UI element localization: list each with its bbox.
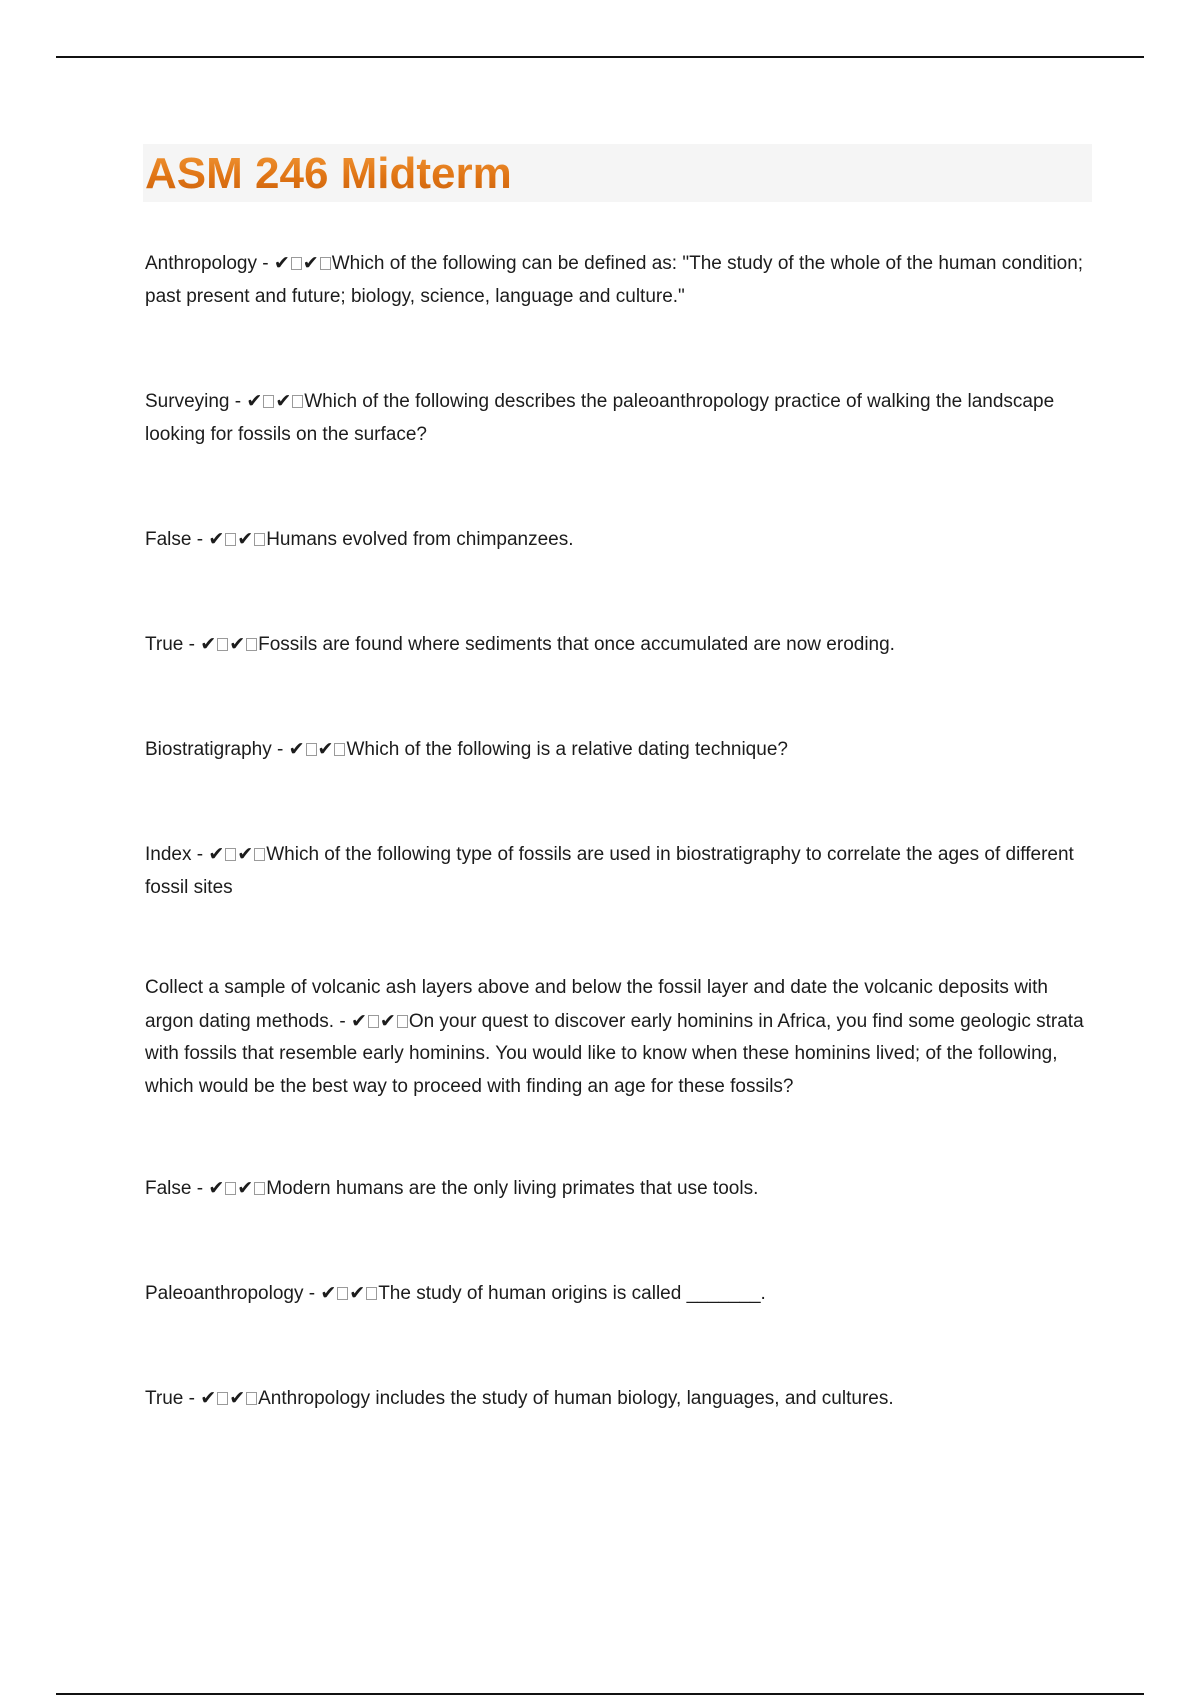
question-text: Which of the following is a relative dating technique? (346, 739, 788, 760)
question-text: The study of human origins is called _______. (378, 1283, 766, 1304)
answer-text: Anthropology (145, 253, 257, 274)
qa-item-3 (145, 523, 1095, 557)
qa-item-6 (145, 838, 1095, 904)
question-text: Which of the following can be defined as: "The study of the whole of the human condition; past present and future; biology, science, language and culture." (145, 253, 1084, 307)
answer-text: True (145, 634, 184, 655)
answer-text: Collect a sample of volcanic ash layers above and below the fossil layer and date the volcanic deposits with argon dating methods. (145, 977, 1049, 1032)
box-icon (225, 1182, 236, 1195)
separator: - (271, 739, 289, 760)
box-icon (246, 1392, 257, 1405)
check-icon: ✔ (237, 1177, 254, 1199)
bottom-rule (56, 1693, 1144, 1695)
check-icon: ✔ (208, 528, 225, 550)
box-icon (320, 257, 331, 270)
check-icon: ✔ (200, 633, 217, 655)
question-text: Fossils are found where sediments that once accumulated are now eroding. (258, 634, 895, 655)
box-icon (368, 1015, 379, 1028)
box-icon (292, 395, 303, 408)
separator: - (256, 253, 274, 274)
qa-item-10 (145, 1382, 1095, 1416)
check-icon: ✔ (349, 1282, 366, 1304)
qa-item-4 (145, 628, 1095, 662)
document-title: ASM 246 Midterm (145, 149, 512, 198)
answer-text: True (145, 1388, 184, 1409)
top-rule (56, 56, 1144, 58)
box-icon (246, 638, 257, 651)
check-icon: ✔ (379, 1009, 396, 1032)
check-icon: ✔ (275, 390, 292, 412)
answer-text: Paleoanthropology (145, 1283, 304, 1304)
separator: - (334, 1010, 351, 1032)
check-icon: ✔ (320, 1282, 337, 1304)
check-icon: ✔ (200, 1387, 217, 1409)
box-icon (254, 1182, 265, 1195)
qa-item-2 (145, 385, 1095, 451)
check-icon: ✔ (208, 1177, 225, 1199)
separator: - (183, 634, 201, 655)
question-text: Which of the following describes the paleoanthropology practice of walking the landscape looking for fossils on the surface? (145, 391, 1055, 445)
box-icon (337, 1287, 348, 1300)
box-icon (334, 743, 345, 756)
separator: - (191, 1178, 209, 1199)
box-icon (291, 257, 302, 270)
box-icon (225, 848, 236, 861)
answer-text: False (145, 529, 192, 550)
box-icon (254, 848, 265, 861)
separator: - (229, 391, 247, 412)
check-icon: ✔ (208, 843, 225, 865)
check-icon: ✔ (237, 528, 254, 550)
check-icon: ✔ (229, 633, 246, 655)
box-icon (397, 1015, 408, 1028)
box-icon (225, 533, 236, 546)
check-icon: ✔ (317, 738, 334, 760)
check-icon: ✔ (288, 738, 305, 760)
qa-item-1 (145, 247, 1095, 313)
answer-text: False (145, 1178, 192, 1199)
check-icon: ✔ (302, 252, 319, 274)
check-icon: ✔ (350, 1009, 367, 1032)
answer-text: Index (145, 844, 192, 865)
box-icon (366, 1287, 377, 1300)
check-icon: ✔ (246, 390, 263, 412)
question-text: Anthropology includes the study of human biology, languages, and cultures. (258, 1388, 894, 1409)
question-text: Humans evolved from chimpanzees. (266, 529, 574, 550)
separator: - (303, 1283, 321, 1304)
box-icon (306, 743, 317, 756)
separator: - (183, 1388, 201, 1409)
separator: - (191, 529, 209, 550)
qa-item-5 (145, 733, 1095, 767)
separator: - (191, 844, 209, 865)
check-icon: ✔ (229, 1387, 246, 1409)
box-icon (217, 1392, 228, 1405)
question-text: On your quest to discover early hominins in Africa, you find some geologic strata with fossils that resemble early hominins. You would like to know when these hominins lived; of the following, which would be the best way to proceed with finding an age for these fossils? (145, 1010, 1084, 1097)
question-text: Which of the following type of fossils are used in biostratigraphy to correlate the ages of different fossil sites (145, 844, 1074, 898)
qa-item-9 (145, 1277, 1095, 1311)
qa-item-8 (145, 1172, 1095, 1206)
check-icon: ✔ (273, 252, 290, 274)
box-icon (263, 395, 274, 408)
qa-item-7 (145, 972, 1095, 1103)
box-icon (217, 638, 228, 651)
box-icon (254, 533, 265, 546)
answer-text: Biostratigraphy (145, 739, 272, 760)
question-text: Modern humans are the only living primates that use tools. (266, 1178, 759, 1199)
answer-text: Surveying (145, 391, 230, 412)
check-icon: ✔ (237, 843, 254, 865)
